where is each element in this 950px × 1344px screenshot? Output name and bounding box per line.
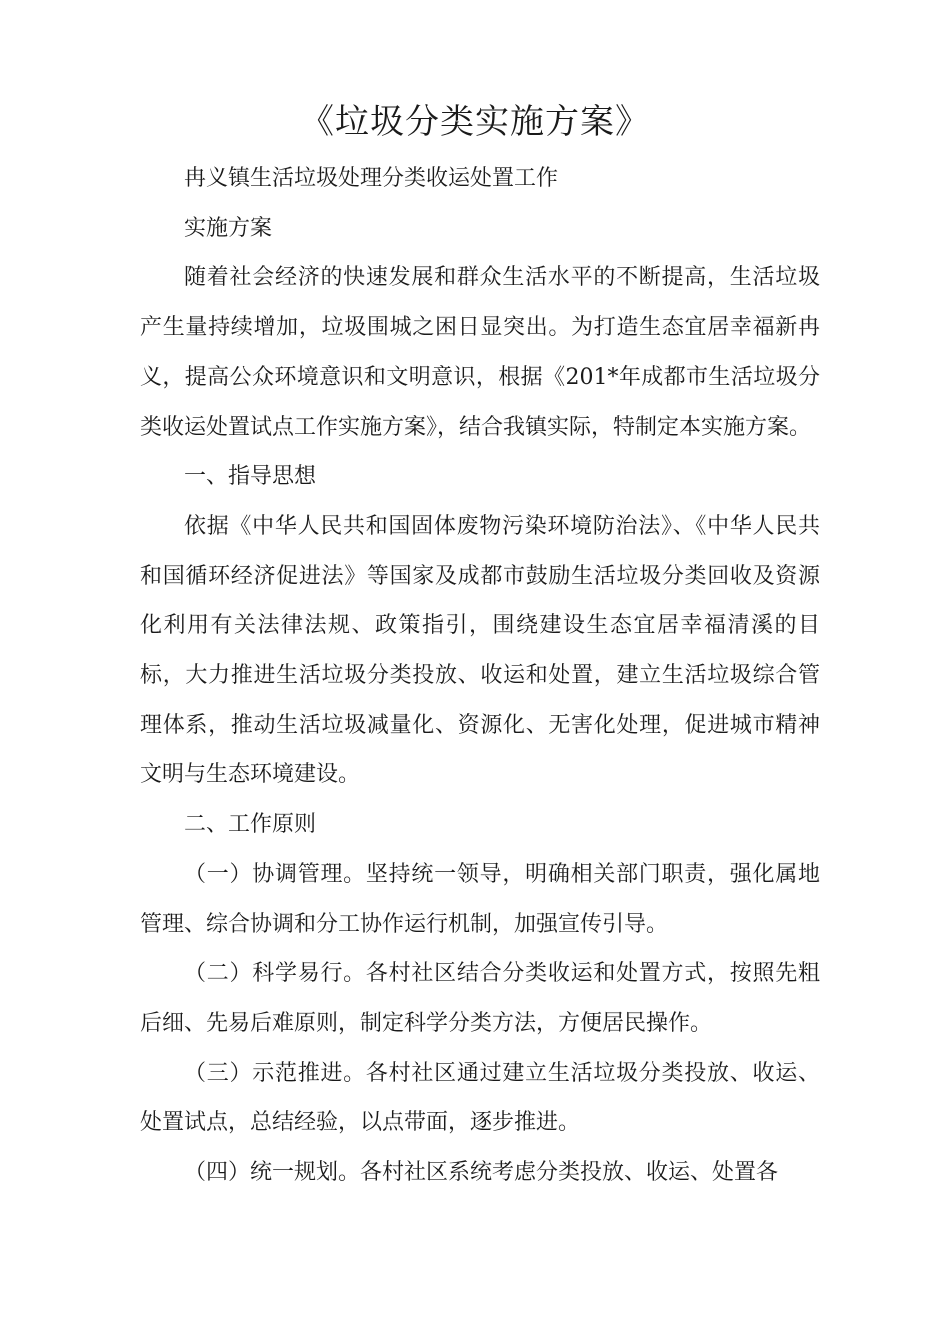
paragraph-guiding-thought: 依据《中华人民共和国固体废物污染环境防治法》、《中华人民共和国循环经济促进法》等国家及成都市鼓励生活垃圾分类回收及资源化利用有关法律法规、政策指引，围绕建设生态宜居幸福清溪的目标，大力推进生活垃圾分类投放、收运和处置，建立生活垃圾综合管理体系，推动生活垃圾减量化、资源化、无害化处理，促进城市精神文明与生态环境建设。 (140, 513, 820, 788)
document-title: 《垃圾分类实施方案》 (300, 102, 650, 142)
section-heading-work-principles: 二、工作原则 (184, 812, 317, 838)
principle-item-2: （二）科学易行。各村社区结合分类收运和处置方式，按照先粗后细、先易后难原则，制定科学分类方法，方便居民操作。 (140, 961, 820, 1036)
document-body (140, 154, 820, 1198)
principle-item-4: （四）统一规划。各村社区系统考虑分类投放、收运、处置各 (184, 1160, 779, 1186)
paragraph-subtitle-line-2: 实施方案 (184, 215, 273, 241)
principle-item-1: （一）协调管理。坚持统一领导，明确相关部门职责，强化属地管理、综合协调和分工协作运行机制，加强宣传引导。 (140, 861, 820, 937)
principle-item-3: （三）示范推进。各村社区通过建立生活垃圾分类投放、收运、处置试点，总结经验，以点带面，逐步推进。 (140, 1060, 820, 1136)
section-heading-guiding-thought: 一、指导思想 (184, 464, 317, 490)
paragraph-subtitle-line-1: 冉义镇生活垃圾处理分类收运处置工作 (184, 166, 559, 191)
paragraph-introduction: 随着社会经济的快速发展和群众生活水平的不断提高，生活垃圾产生量持续增加，垃圾围城之困日显突出。为打造生态宜居幸福新冉义，提高公众环境意识和文明意识，根据《201*年成都市生活垃圾分类收运处置试点工作实施方案》，结合我镇实际，特制定本实施方案。 (140, 265, 820, 440)
